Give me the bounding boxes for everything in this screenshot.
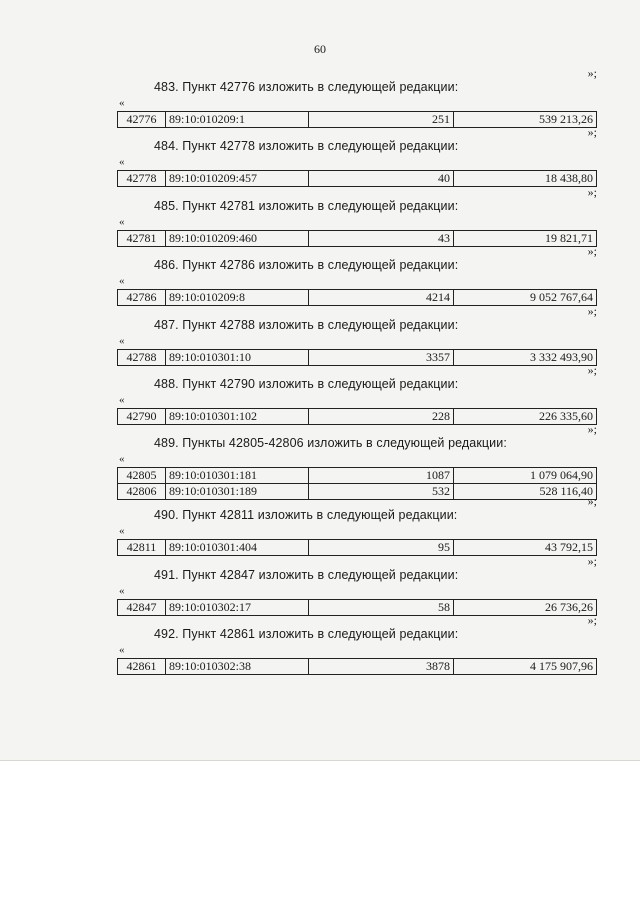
closing-quote: »; bbox=[587, 553, 597, 568]
area-cell: 95 bbox=[309, 540, 454, 556]
amendment-item bbox=[117, 125, 597, 184]
opening-quote: « bbox=[119, 453, 125, 466]
amendment-heading: 492. Пункт 42861 изложить в следующей редакции: bbox=[154, 627, 459, 642]
cadastral-number-cell: 89:10:010301:102 bbox=[166, 408, 309, 424]
closing-quote: »; bbox=[587, 494, 597, 509]
opening-quote: « bbox=[119, 215, 125, 228]
item-number-cell: 42786 bbox=[118, 290, 166, 306]
cadastral-value-cell: 226 335,60 bbox=[454, 408, 597, 424]
opening-quote: « bbox=[119, 393, 125, 406]
page-number: 60 bbox=[314, 42, 326, 56]
opening-quote: « bbox=[119, 644, 125, 657]
closing-quote: »; bbox=[587, 303, 597, 318]
area-cell: 58 bbox=[309, 599, 454, 615]
closing-quote: »; bbox=[587, 362, 597, 377]
cadastral-value-cell: 3 332 493,90 bbox=[454, 349, 597, 365]
closing-quote: »; bbox=[587, 422, 597, 437]
amendment-heading: 487. Пункт 42788 изложить в следующей редакции: bbox=[154, 317, 459, 332]
closing-quote: »; bbox=[587, 66, 597, 80]
item-number-cell: 42847 bbox=[118, 599, 166, 615]
area-cell: 43 bbox=[309, 230, 454, 246]
cadastral-value-cell: 18 438,80 bbox=[454, 171, 597, 187]
item-number-cell: 42778 bbox=[118, 171, 166, 187]
cadastral-value-cell: 26 736,26 bbox=[454, 599, 597, 615]
area-cell: 3878 bbox=[309, 659, 454, 675]
closing-quote: »; bbox=[587, 244, 597, 259]
cadastral-value-cell: 539 213,26 bbox=[454, 112, 597, 128]
area-cell: 532 bbox=[309, 484, 454, 500]
area-cell: 4214 bbox=[309, 290, 454, 306]
opening-quote: « bbox=[119, 584, 125, 597]
item-number-cell: 42790 bbox=[118, 408, 166, 424]
cadastral-value-cell: 4 175 907,96 bbox=[454, 659, 597, 675]
cadastral-value-cell: 1 079 064,90 bbox=[454, 468, 597, 484]
opening-quote: « bbox=[119, 275, 125, 288]
cadastral-number-cell: 89:10:010209:8 bbox=[166, 290, 309, 306]
item-number-cell: 42788 bbox=[118, 349, 166, 365]
amendment-item bbox=[117, 494, 597, 553]
item-number-cell: 42781 bbox=[118, 230, 166, 246]
area-cell: 228 bbox=[309, 408, 454, 424]
cadastral-number-cell: 89:10:010301:10 bbox=[166, 349, 309, 365]
closing-quote: »; bbox=[587, 184, 597, 199]
document-body bbox=[117, 66, 597, 673]
amendment-item bbox=[117, 185, 597, 244]
amendment-table bbox=[117, 658, 597, 675]
cadastral-number-cell: 89:10:010209:460 bbox=[166, 230, 309, 246]
amendment-heading: 484. Пункт 42778 изложить в следующей редакции: bbox=[154, 139, 459, 154]
amendment-heading: 483. Пункт 42776 изложить в следующей редакции: bbox=[154, 80, 459, 94]
cadastral-value-cell: 9 052 767,64 bbox=[454, 290, 597, 306]
table-row bbox=[118, 659, 597, 675]
amendment-item bbox=[117, 554, 597, 613]
area-cell: 251 bbox=[309, 112, 454, 128]
opening-quote: « bbox=[119, 156, 125, 169]
amendment-heading: 490. Пункт 42811 изложить в следующей редакции: bbox=[154, 508, 458, 523]
area-cell: 40 bbox=[309, 171, 454, 187]
opening-quote: « bbox=[119, 97, 125, 109]
amendment-item bbox=[117, 244, 597, 303]
table-row bbox=[118, 468, 597, 484]
area-cell: 1087 bbox=[309, 468, 454, 484]
amendment-item bbox=[117, 613, 597, 672]
item-number-cell: 42811 bbox=[118, 540, 166, 556]
opening-quote: « bbox=[119, 525, 125, 538]
cadastral-number-cell: 89:10:010209:1 bbox=[166, 112, 309, 128]
opening-quote: « bbox=[119, 334, 125, 347]
amendment-item bbox=[117, 363, 597, 422]
item-number-cell: 42776 bbox=[118, 112, 166, 128]
amendment-heading: 488. Пункт 42790 изложить в следующей редакции: bbox=[154, 376, 459, 391]
amendment-heading: 485. Пункт 42781 изложить в следующей редакции: bbox=[154, 198, 459, 213]
amendment-heading: 489. Пункты 42805-42806 изложить в следующей редакции: bbox=[154, 436, 507, 451]
item-number-cell: 42861 bbox=[118, 659, 166, 675]
cadastral-value-cell: 43 792,15 bbox=[454, 540, 597, 556]
amendment-item bbox=[117, 66, 597, 125]
cadastral-number-cell: 89:10:010302:17 bbox=[166, 599, 309, 615]
amendment-heading: 491. Пункт 42847 изложить в следующей редакции: bbox=[154, 567, 459, 582]
cadastral-number-cell: 89:10:010301:404 bbox=[166, 540, 309, 556]
cadastral-number-cell: 89:10:010209:457 bbox=[166, 171, 309, 187]
cadastral-number-cell: 89:10:010301:181 bbox=[166, 468, 309, 484]
cadastral-value-cell: 19 821,71 bbox=[454, 230, 597, 246]
closing-quote: »; bbox=[587, 125, 597, 140]
cadastral-number-cell: 89:10:010301:189 bbox=[166, 484, 309, 500]
closing-quote: »; bbox=[587, 613, 597, 628]
amendment-item bbox=[117, 304, 597, 363]
area-cell: 3357 bbox=[309, 349, 454, 365]
cadastral-value-cell: 528 116,40 bbox=[454, 484, 597, 500]
item-number-cell: 42805 bbox=[118, 468, 166, 484]
item-number-cell: 42806 bbox=[118, 484, 166, 500]
amendment-item bbox=[117, 422, 597, 499]
amendment-heading: 486. Пункт 42786 изложить в следующей редакции: bbox=[154, 258, 459, 273]
cadastral-number-cell: 89:10:010302:38 bbox=[166, 659, 309, 675]
